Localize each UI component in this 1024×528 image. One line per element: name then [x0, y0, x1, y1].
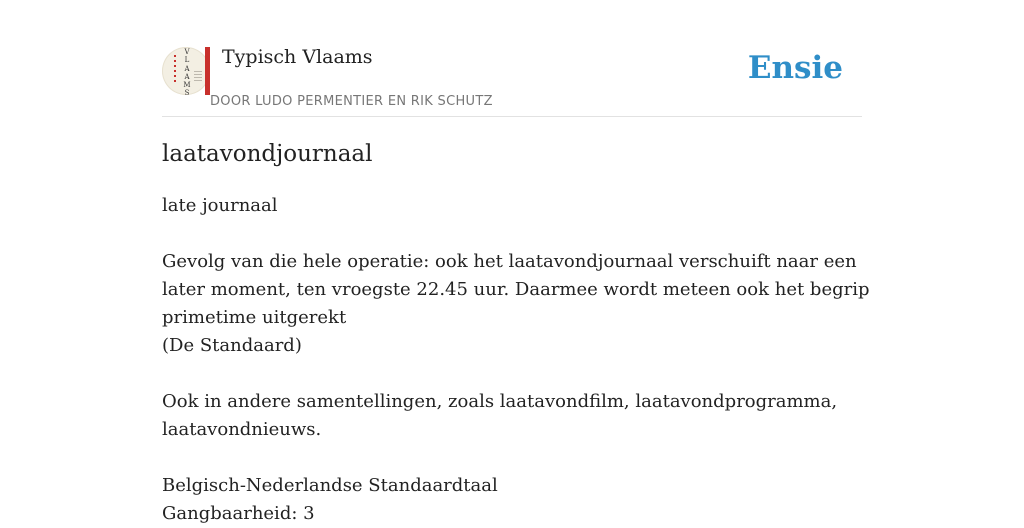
entry-paragraph: Belgisch-Nederlandse Standaardtaal [162, 475, 498, 496]
paragraph-spacer [162, 444, 872, 472]
paragraph-spacer [162, 220, 872, 248]
entry-paragraph: late journaal [162, 195, 278, 216]
book-authors: DOOR LUDO PERMENTIER EN RIK SCHUTZ [210, 94, 493, 109]
entry-paragraph: (De Standaard) [162, 335, 302, 356]
book-header [162, 44, 862, 117]
cover-decoration [174, 55, 176, 85]
cover-lettering: V L A A M S [183, 48, 191, 98]
ensie-logo-link[interactable]: Ensie [747, 50, 843, 86]
entry-paragraph: Ook in andere samentellingen, zoals laatavondfilm, laatavondprogramma, laatavondnieuws. [162, 391, 838, 440]
entry-paragraph: Gevolg van die hele operatie: ook het laatavondjournaal verschuift naar een later moment, ten vroegste 22.45 uur. Daarmee wordt meteen ook het begrip primetime uitgerekt [162, 251, 870, 328]
book-title-link[interactable]: Typisch Vlaams [222, 46, 373, 68]
cover-spine [205, 47, 210, 95]
entry-title: laatavondjournaal [162, 141, 373, 167]
entry-body [162, 192, 872, 528]
book-cover-thumbnail[interactable] [162, 47, 210, 98]
entry-paragraph: Gangbaarheid: 3 [162, 503, 315, 524]
paragraph-spacer [162, 360, 872, 388]
entry-article [162, 138, 872, 528]
cover-decoration [194, 71, 202, 81]
